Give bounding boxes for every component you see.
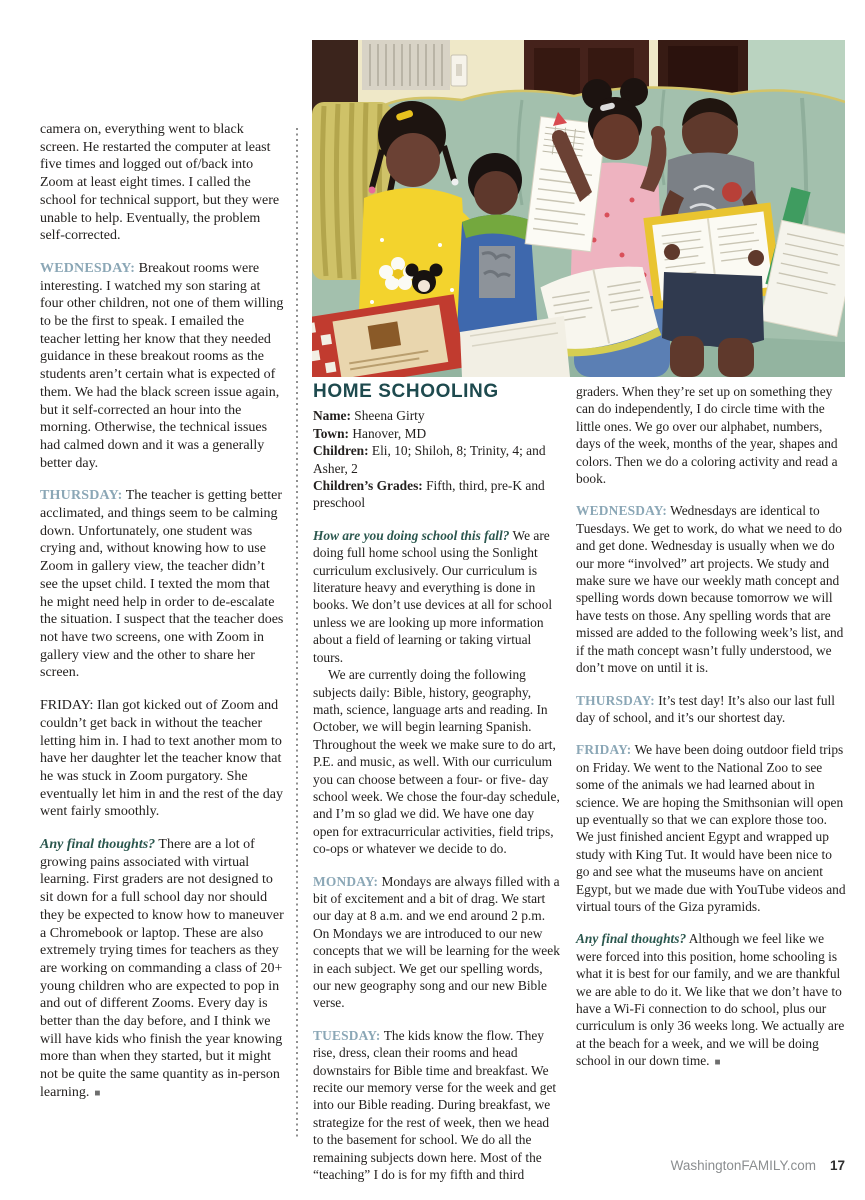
column-divider: [296, 128, 298, 1140]
field-children: [313, 442, 561, 477]
radiator: [362, 40, 450, 90]
final-text: There are a lot of growing pains associated with virtual learning. First graders are not designed to sit down for a full school day nor should they be expected to know how to maneuver a Chromebook or laptop. These are also extremely trying times for teachers as they are working on commanding a class of 20+ young children who are expected to pop in and out of different Zooms. Every day is better than the day before, and I think we will have kids who finish the year knowing more than when they started, but it might not be quite the same quantity as in-person learning.: [40, 837, 284, 1100]
paragraph-friday-2: [576, 741, 846, 915]
wednesday2-text: Wednesdays are identical to Tuesdays. We get to work, do what we need to do and get done. Wednesday is usually when we do our more “involved” art projects. We study and make sure we have our weekly math concept and spelling words down because tomorrow we will have tests on those. Any spelling words that are missed are added to the following week’s list, and if the math concept wasn’t fully understood, we don’t move on until it is.: [576, 503, 844, 676]
end-mark: ■: [714, 1057, 721, 1069]
field-value-name: Sheena Girty: [350, 408, 425, 424]
page-number: 17: [829, 1158, 845, 1173]
final2-text: Although we feel like we were forced into this position, home schooling is what it is best for our family, and we are thankful we are able to do it. We like that we don’t have to have a Wi-Fi connection to do school, plus our curriculum is only 36 weeks long. We actually are at the beach for a week, and we will be doing school in our down time.: [576, 931, 845, 1069]
day-label-wednesday-2: WEDNESDAY:: [576, 503, 668, 519]
friday2-text: We have been doing outdoor field trips on Friday. We went to the National Zoo to see some of the animals we had learned about in science. We are hoping the Smithsonian will open up eventually so that we can explore those too. We just finished ancient Egypt and wrapped up study with King Tut. It would have been nice to go and see what the museums have on ancient Egypt, but we made due with YouTube videos and virtual tours of the Giza pyramids.: [576, 742, 846, 914]
field-grades: [313, 477, 561, 512]
wednesday-text: Breakout rooms were interesting. I watched my son staring at four other children, not one of them willing to be the first to speak. I emailed the teacher letting her know that they needed guidance in these breakout rooms as the students aren’t certain what is expected of them. We had the black screen issue again, but it self-corrected an hour into the morning. Otherwise, the technical issues had calmed down and it was a generally better day.: [40, 260, 284, 471]
paragraph-wednesday: [40, 260, 286, 472]
field-value-town: Hanover, MD: [348, 425, 427, 441]
end-mark: ■: [94, 1087, 101, 1099]
paragraph-tuesday: [313, 1027, 561, 1184]
footer-site: WashingtonFAMILY.com: [670, 1158, 816, 1173]
monday-text: Mondays are always filled with a bit of excitement and a bit of drag. We start our day at 8 a.m. and we end around 2 p.m. On Mondays we are introduced to our new concepts that we will be learning for the week in each subject. We get our spelling words, our new geography song and our new Bible verse.: [313, 873, 560, 1011]
continuation-text: graders. When they’re set up on something they can do independently, I do circle time with the little ones. We go over our alphabet, numbers, days of the week, months of the year, shapes and colors. Then we do a coloring activity and read a book.: [576, 384, 838, 487]
day-label-tuesday: TUESDAY:: [313, 1027, 381, 1043]
paragraph-intro: [40, 121, 286, 245]
intro-text: camera on, everything went to black screen. He restarted the computer at least five times and logged out of/back into Zoom at least eight times. I called the school for technical support, but they were unable to help. Eventually, the problem self-corrected.: [40, 122, 280, 244]
paragraph-final-thoughts-2: [576, 930, 846, 1071]
light-switch: [451, 55, 467, 86]
day-label-thursday: THURSDAY:: [40, 488, 123, 504]
paragraph-thursday-2: [576, 692, 846, 727]
thursday-text: The teacher is getting better acclimated, and things seem to be calming down. Unfortunately, one student was crying and, without knowing how to use Zoom in gallery view, the teacher didn’t see the upset child. I texted the mom that he might need help in order to de-escalate the situation. I suspect that the teacher does not have two screens, one with Zoom in gallery view and the other to share her screen.: [40, 488, 284, 681]
field-name: [313, 407, 561, 424]
field-town: [313, 425, 561, 442]
friday-text: Ilan got kicked out of Zoom and couldn’t get back in without the teacher letting him in. I had to text another mom to have her daughter let the teacher know that he was stuck in Zoom purgatory. She eventually let him in and the rest of the day went fairly smoothly.: [40, 698, 283, 820]
paragraph-thursday: [40, 487, 286, 682]
thursday2-text: It’s test day! It’s also our last full day of school, and it’s our shortest day.: [576, 692, 835, 725]
family-photo-illustration: [312, 40, 845, 377]
section-heading: HOME SCHOOLING: [313, 381, 499, 402]
day-label-friday-2: FRIDAY:: [576, 742, 632, 758]
field-value-children: Eli, 10; Shiloh, 8; Trinity, 4; and Asher, 2: [313, 443, 546, 476]
paragraph-friday: [40, 697, 286, 821]
paragraph-subjects: [313, 666, 561, 857]
day-label-friday: FRIDAY:: [40, 698, 94, 714]
question1-text: We are doing full home school using the Sonlight curriculum exclusively. Our curriculum is literature heavy and everything is done in books. We don’t use devices at all for school unless we are looking up more information about a field of learning or taking virtual tours.: [313, 527, 553, 665]
right-column: [576, 383, 846, 1087]
paragraph-final-thoughts: [40, 836, 286, 1103]
field-label-children: Children:: [313, 443, 369, 459]
subjects-text: We are currently doing the following subjects daily: Bible, history, geography, math, science, language arts and reading. In October, we will begin learning Spanish. Throughout the week we make sure to do art, P.E. and music, as well. With our curriculum you can choose between a four- or five- day school week. We chose the four-day schedule, and I’m so glad we did. We have one day open for extracurricular activities, field trips, co-ops or whatever we decide to do.: [313, 667, 560, 857]
question-label-fall: How are you doing school this fall?: [313, 527, 510, 543]
paragraph-question1: [313, 527, 561, 666]
left-column: [40, 121, 286, 1118]
paragraph-continuation: [576, 383, 846, 487]
field-label-town: Town:: [313, 425, 349, 441]
family-photo: [312, 40, 845, 377]
field-value-grades: Fifth, third, pre-K and preschool: [313, 478, 545, 511]
question-label-final-2: Any final thoughts?: [576, 931, 687, 947]
day-label-thursday-2: THURSDAY:: [576, 692, 655, 708]
question-label-final: Any final thoughts?: [40, 837, 156, 853]
day-label-monday: MONDAY:: [313, 873, 379, 889]
field-label-grades: Children’s Grades:: [313, 478, 423, 494]
paragraph-wednesday-2: [576, 502, 846, 676]
tuesday-text: The kids know the flow. They rise, dress, clean their rooms and head downstairs for Bible time and breakfast. We recite our memory verse for the week and get into our Bible reading. During breakfast, we strategize for the rest of week, then we head to the basement for school. We do all the remaining subjects down here. Most of the “teaching” I do is for my fifth and third: [313, 1027, 557, 1183]
profile-fields: [313, 407, 561, 511]
day-label-wednesday: WEDNESDAY:: [40, 260, 136, 276]
field-label-name: Name:: [313, 408, 351, 424]
paragraph-monday: [313, 873, 561, 1012]
middle-column: [313, 383, 561, 1198]
page-footer: [671, 1158, 845, 1173]
